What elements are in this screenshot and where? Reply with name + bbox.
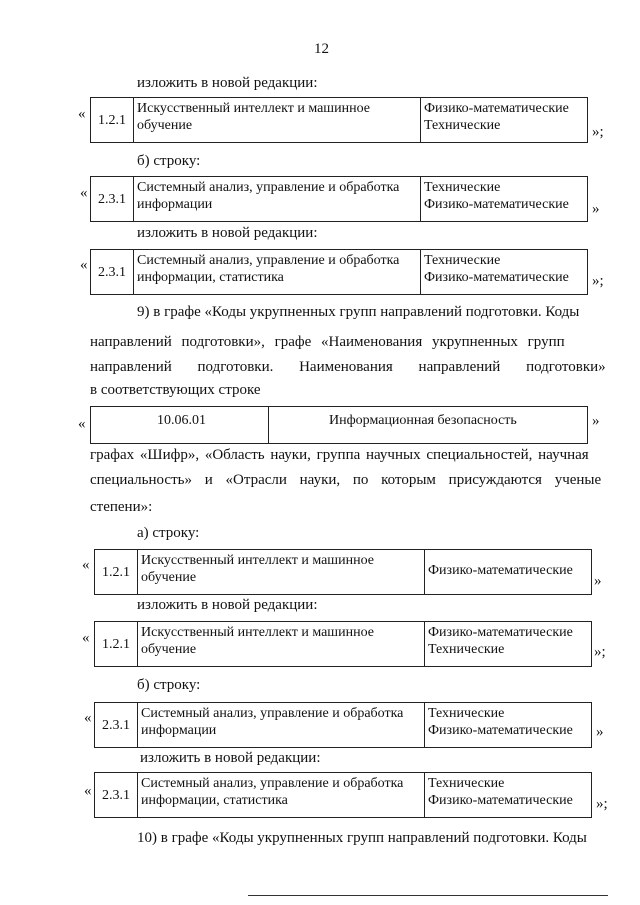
close-quote: »: [596, 724, 604, 740]
name-cell: Искусственный интеллект и машинное обучение: [138, 622, 425, 666]
close-quote: »;: [592, 124, 604, 140]
instruction-line: б) строку:: [137, 153, 201, 169]
table-row: [94, 702, 592, 748]
name-cell: Системный анализ, управление и обработка информации: [134, 177, 421, 221]
name-cell: Информационная безопасность: [329, 413, 517, 428]
close-quote: »: [592, 413, 600, 429]
paragraph-line: графах «Шифр», «Область науки, группа научных специальностей, научная: [90, 447, 589, 463]
table-row: [90, 406, 588, 444]
code-cell: 2.3.1: [95, 703, 138, 747]
open-quote: «: [84, 710, 92, 726]
open-quote: «: [84, 783, 92, 799]
code-cell: 1.2.1: [95, 550, 138, 594]
table-row: [90, 249, 588, 295]
paragraph-line: 9) в графе «Коды укрупненных групп направлений подготовки. Коды: [137, 304, 580, 320]
close-quote: »;: [594, 644, 606, 660]
science-cell: Физико-математические Технические: [428, 625, 573, 657]
close-quote: »: [594, 573, 602, 589]
code-cell: 2.3.1: [91, 177, 134, 221]
table-row: [90, 97, 588, 143]
paragraph-line: специальность» и «Отрасли науки, по которым присуждаются ученые: [90, 472, 602, 488]
code-cell: 1.2.1: [91, 98, 134, 142]
table-row: [90, 176, 588, 222]
paragraph-line: [90, 333, 592, 351]
code-cell: 2.3.1: [91, 250, 134, 294]
open-quote: «: [82, 630, 90, 646]
open-quote: «: [82, 557, 90, 573]
science-cell: Технические Физико-математические: [428, 776, 573, 808]
open-quote: «: [80, 257, 88, 273]
open-quote: «: [78, 106, 86, 122]
instruction-line: изложить в новой редакции:: [137, 225, 318, 241]
close-quote: »: [592, 201, 600, 217]
code-cell: 10.06.01: [91, 407, 269, 443]
name-cell: Системный анализ, управление и обработка информации: [138, 703, 425, 747]
close-quote: »;: [596, 796, 608, 812]
science-cell: Технические Физико-математические: [428, 706, 573, 738]
instruction-line: изложить в новой редакции:: [137, 75, 318, 91]
name-cell: Искусственный интеллект и машинное обучение: [138, 550, 425, 594]
paragraph-line: направлений подготовки. Наименования направлений подготовки»: [90, 359, 606, 375]
instruction-line: а) строку:: [137, 525, 200, 541]
paragraph-line: 10) в графе «Коды укрупненных групп направлений подготовки. Коды: [137, 830, 587, 846]
table-row: [94, 549, 592, 595]
instruction-line: изложить в новой редакции:: [137, 597, 318, 613]
open-quote: «: [78, 416, 86, 432]
scan-edge-line: [248, 895, 608, 896]
paragraph-text: направлений подготовки», графе «Наименования укрупненных групп: [90, 334, 565, 350]
paragraph-line: в соответствующих строке: [90, 382, 261, 398]
science-cell: Физико-математические: [428, 563, 573, 578]
science-cell: Физико-математические Технические: [424, 101, 569, 133]
open-quote: «: [80, 185, 88, 201]
page-number: 12: [314, 41, 329, 57]
name-cell: Системный анализ, управление и обработка информации, статистика: [134, 250, 421, 294]
table-row: [94, 621, 592, 667]
instruction-line: б) строку:: [137, 677, 201, 693]
paragraph-line: степени»:: [90, 499, 153, 515]
table-row: [94, 772, 592, 818]
close-quote: »;: [592, 273, 604, 289]
instruction-line: изложить в новой редакции:: [140, 750, 321, 766]
science-cell: Технические Физико-математические: [424, 180, 569, 212]
name-cell: Искусственный интеллект и машинное обучение: [134, 98, 421, 142]
code-cell: 1.2.1: [95, 622, 138, 666]
name-cell: Системный анализ, управление и обработка информации, статистика: [138, 773, 425, 817]
science-cell: Технические Физико-математические: [424, 253, 569, 285]
code-cell: 2.3.1: [95, 773, 138, 817]
